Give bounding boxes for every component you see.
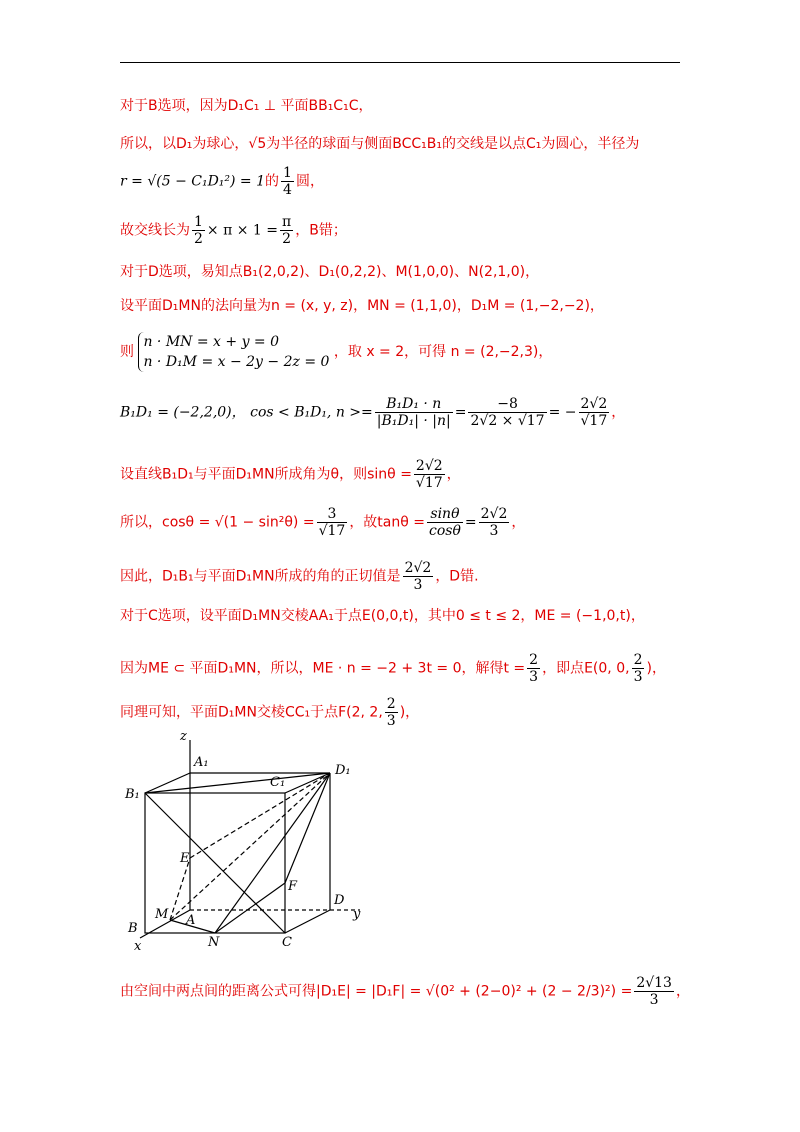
line-point-f: 同理可知，平面D₁MN交棱CC₁于点F(2, 2, $\frac{2}{3}$ )， bbox=[120, 696, 420, 729]
line-radius: r = √(5 − C₁D₁²) = 1的 $\frac{1}{4}$ 圆， bbox=[120, 165, 324, 198]
header-rule bbox=[120, 62, 680, 63]
line-cosine: B₁D₁ = (−2,2,0)， cos < B₁D₁, n >= $\frac{\text{B₁D₁ · n}}{\text{|B₁D₁| · |n|}}$ = $\frac{-8}{2√2 \times √17}$ = − $\frac{2√2}{√17}$ ， bbox=[120, 396, 626, 429]
label-e: E bbox=[180, 851, 190, 866]
line-tangent: 所以，cosθ = √(1 − sin²θ) = $\frac{3}{√17}$ ，故tanθ = $\frac{\sin\theta}{\cos\theta}$ = $\frac{2√2}{3}$ ， bbox=[120, 506, 526, 539]
label-m: M bbox=[155, 907, 169, 922]
label-b1: B₁ bbox=[125, 787, 140, 802]
line-sphere-intersection: 所以，以D₁为球心，√5为半径的球面与侧面BCC₁B₁的交线是以点C₁为圆心，半径为 bbox=[120, 136, 640, 152]
line-option-d-points: 对于D选项，易知点B₁(2,0,2)、D₁(0,2,2)、M(1,0,0)、N(2,1,0)， bbox=[120, 264, 540, 280]
label-b: B bbox=[128, 921, 138, 936]
label-d: D bbox=[334, 893, 345, 908]
label-c: C bbox=[282, 935, 292, 950]
cube-figure bbox=[110, 728, 380, 953]
label-y: y bbox=[353, 907, 361, 922]
label-x: x bbox=[134, 939, 142, 953]
label-n: N bbox=[208, 935, 220, 950]
line-solve-t: 因为ME ⊂ 平面D₁MN，所以，ME · n = −2 + 3t = 0，解得t = $\frac{2}{3}$ ，即点E(0, 0, $\frac{2}{3}$ )， bbox=[120, 652, 666, 685]
line-system: 则 n · MN = x + y = 0 n · D₁M = x − 2y − 2z = 0 ，取 x = 2，可得 n = (2,−2,3)， bbox=[120, 334, 553, 370]
label-a: A bbox=[186, 913, 196, 928]
line-arc-length: 故交线长为 $\frac{1}{2}$ × π × 1 = $\frac{\pi}{2}$ ，B错； bbox=[120, 214, 347, 247]
label-z: z bbox=[180, 729, 187, 744]
line-conclusion-d: 因此，D₁B₁与平面D₁MN所成的角的正切值是 $\frac{2√2}{3}$ ，D错. bbox=[120, 560, 479, 593]
cube-diagram bbox=[110, 728, 380, 953]
label-f: F bbox=[288, 879, 298, 894]
label-d1: D₁ bbox=[335, 763, 351, 778]
label-c1: C₁ bbox=[270, 775, 286, 790]
line-distance: 由空间中两点间的距离公式可得|D₁E| = |D₁F| = √(0² + (2−0)² + (2 − 2/3)²) = $\frac{2√13}{3}$ ， bbox=[120, 975, 690, 1008]
line-option-b-intro: 对于B选项，因为D₁C₁ ⊥ 平面BB₁C₁C， bbox=[120, 98, 373, 114]
label-a1: A₁ bbox=[194, 755, 209, 770]
line-sine: 设直线B₁D₁与平面D₁MN所成角为θ，则sinθ = $\frac{2√2}{√17}$ ， bbox=[120, 458, 461, 491]
line-normal-vector: 设平面D₁MN的法向量为n = (x, y, z)，MN = (1,1,0)，D₁M = (1,−2,−2)， bbox=[120, 298, 604, 314]
line-option-c: 对于C选项，设平面D₁MN交棱AA₁于点E(0,0,t)，其中0 ≤ t ≤ 2，ME = (−1,0,t)， bbox=[120, 608, 645, 624]
